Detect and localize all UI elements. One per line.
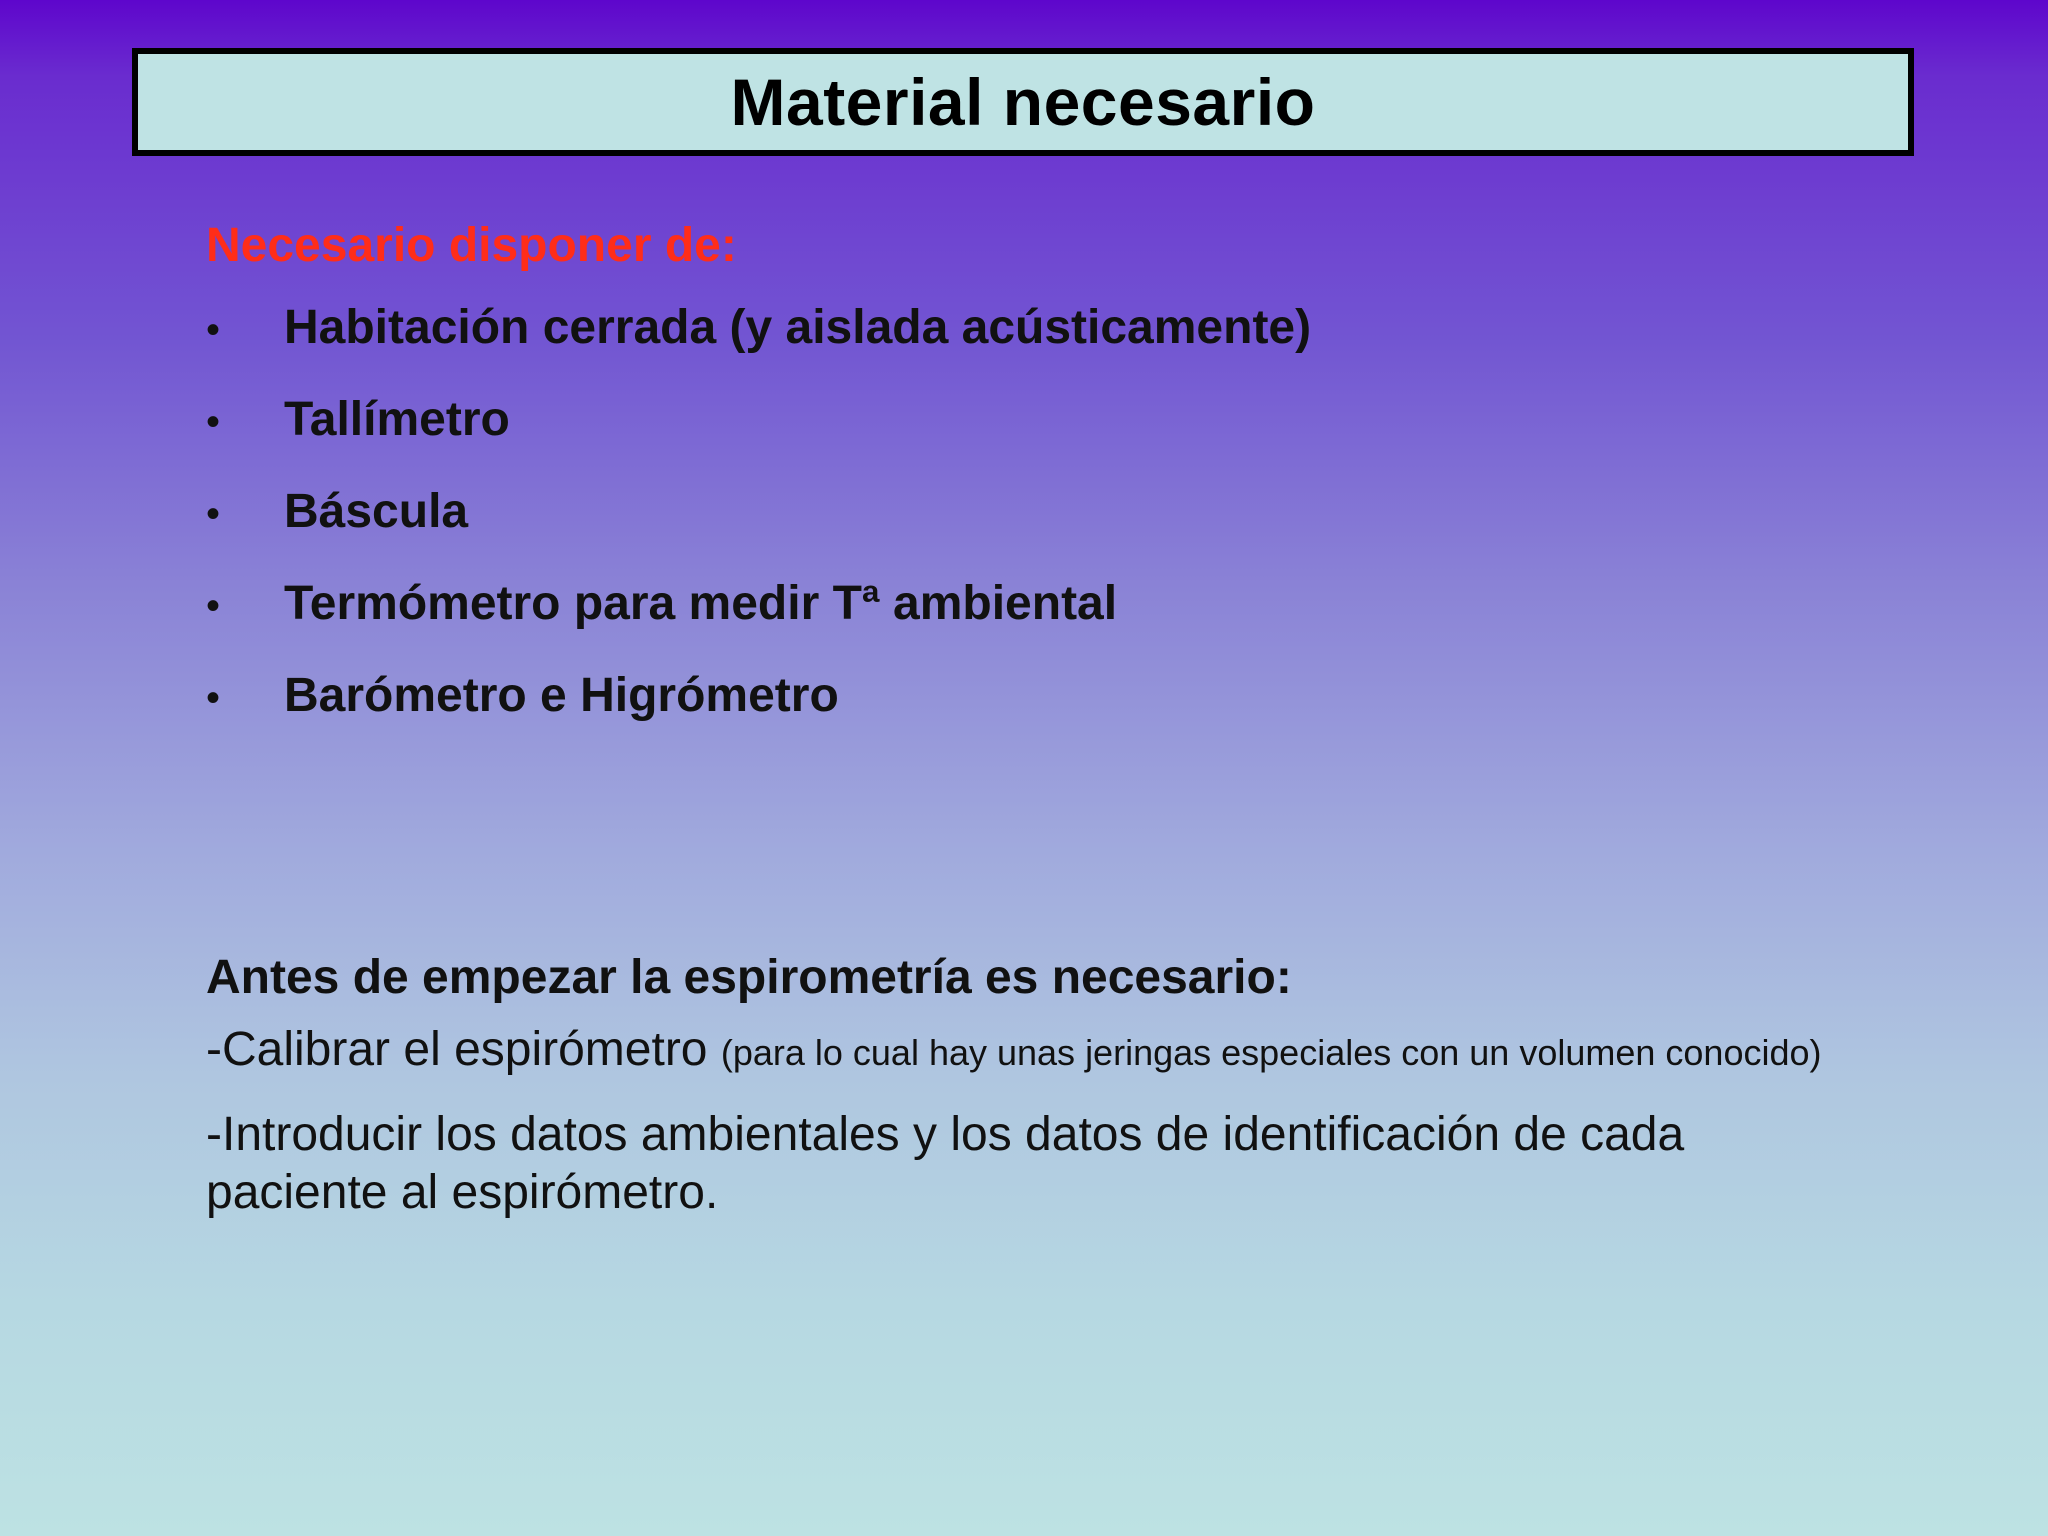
calibrate-note: (para lo cual hay unas jeringas especiales con un volumen conocido) — [720, 1032, 1822, 1073]
section-heading: Antes de empezar la espirometría es necesario: — [206, 951, 1292, 1004]
list-item — [206, 576, 1311, 668]
list-item — [206, 300, 1311, 392]
list-item-text: Barómetro e Higrómetro — [284, 669, 839, 722]
bullet-icon: • — [206, 584, 221, 628]
list-item-text: Báscula — [284, 485, 469, 538]
list-item — [206, 484, 1311, 576]
list-item-text: Tallímetro — [284, 393, 510, 446]
bullet-list — [206, 300, 1311, 760]
calibrate-text: -Calibrar el espirómetro — [206, 1023, 708, 1076]
list-item — [206, 668, 1311, 760]
title-box — [132, 48, 1914, 156]
bullet-icon: • — [206, 400, 221, 444]
before-start-section — [206, 950, 1826, 1234]
introduce-data-paragraph: -Introducir los datos ambientales y los datos de identificación de cada paciente al espirómetro. — [206, 1108, 1685, 1219]
list-item — [206, 392, 1311, 484]
subheading: Necesario disponer de: — [206, 219, 737, 272]
bullet-icon: • — [206, 492, 221, 536]
calibrate-paragraph — [206, 1025, 1826, 1078]
bullet-icon: • — [206, 676, 221, 720]
list-item-text: Habitación cerrada (y aislada acústicamente) — [284, 301, 1312, 354]
page-title: Material necesario — [730, 65, 1316, 139]
bullet-icon: • — [206, 308, 221, 352]
list-item-text: Termómetro para medir Tª ambiental — [284, 577, 1118, 630]
